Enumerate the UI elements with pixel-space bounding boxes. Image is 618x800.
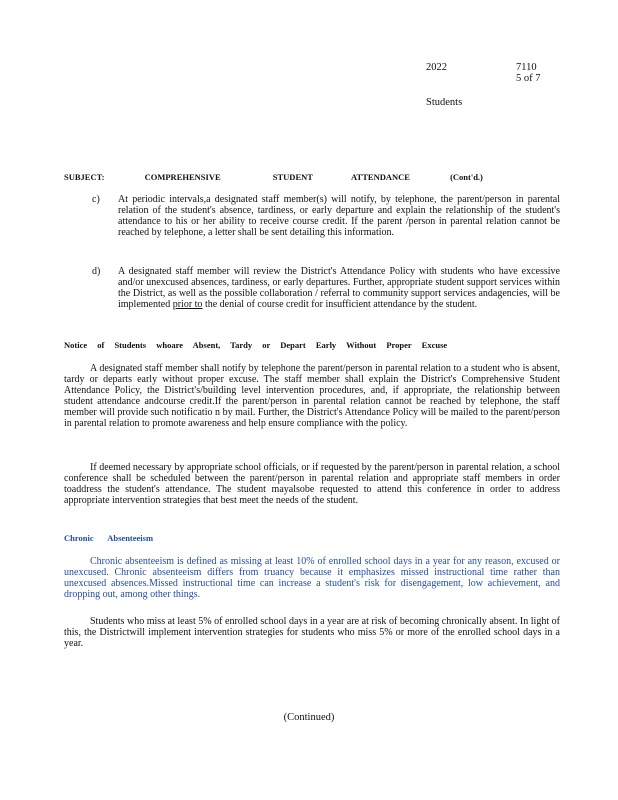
underlined-phrase: prior to: [172, 299, 203, 310]
continued-footer: (Continued): [283, 712, 335, 723]
list-item-text: [118, 266, 560, 310]
chronic-paragraph-2: Students who miss at least 5% of enrolled school days in a year are at risk of becoming chronically absent. In light of this, the Districtwill implement intervention strategies for students who miss 5% or more of the enrolled school days in a year.: [64, 616, 560, 649]
item-text-part: A designated staff member will review the District's Attendance Policy with students who have excessive and/or unexcused absences, tardiness, or early departures. Further, appropriate student support services within the District, as well as the possible collaboration / referral to community support services andagencies, will be implemented: [118, 266, 560, 310]
item-text-part: the denial of course credit for insufficient attendance by the student.: [202, 299, 478, 310]
subject-contd: (Cont'd.): [450, 172, 483, 182]
chronic-heading: Chronic Absenteeism: [64, 533, 154, 543]
policy-year: 2022: [426, 62, 447, 73]
notice-paragraph-1: A designated staff member shall notify by telephone the parent/person in parental relation to a student who is absent, tardy or departs early without proper excuse. The staff member shall explain the District's Comprehensive Student Attendance Policy, the District's/building level intervention procedures, and, if appropriate, the relationship between student attendance andcourse credit.If the parent/person in parental relation cannot be reached by telephone, the staff member will provide such notificatio n by mail. Further, the District's Attendance Policy will be mailed to the parent/person in parental relation to promote awareness and help ensure compliance with the policy.: [64, 363, 560, 429]
notice-paragraph-2: If deemed necessary by appropriate school officials, or if requested by the parent/person in parental relation, a school conference shall be scheduled between the parent/person in parental relation and appropriate staff members in order toaddress the student's attendance. The student mayalsobe requested to attend this conference in order to address appropriate intervention strategies that best meet the needs of the student.: [64, 462, 560, 506]
list-item-label: c): [92, 194, 100, 205]
list-item-label: d): [92, 266, 101, 277]
subject-title-1: COMPREHENSIVE: [144, 172, 221, 182]
notice-heading: Notice of Students whoare Absent, Tardy or Depart Early Without Proper Excuse: [64, 340, 448, 350]
subject-title-3: ATTENDANCE: [351, 172, 410, 182]
list-item-text: At periodic intervals,a designated staff member(s) will notify, by telephone, the parent/person in parental relation of the student's absence, tardiness, or early departure and explain the relationship of the student's attendance to his or her ability to receive course credit. If the parent /person in parental relation cannot be reached by telephone, a letter shall be sent detailing this information.: [118, 194, 560, 238]
section-title: Students: [426, 97, 463, 108]
subject-line: [64, 172, 483, 182]
page-number: 5 of 7: [516, 73, 541, 84]
subject-label: SUBJECT:: [64, 172, 105, 182]
chronic-paragraph-1: Chronic absenteeism is defined as missing at least 10% of enrolled school days in a year for any reason, excused or unexcused. Chronic absenteeism differs from truancy because it emphasizes missed instructional time rather than unexcused absences.Missed instructional time can increase a student's risk for disengagement, low achievement, and dropping out, among other things.: [64, 556, 560, 600]
policy-number: 7110: [516, 62, 537, 73]
subject-title-2: STUDENT: [272, 172, 313, 182]
